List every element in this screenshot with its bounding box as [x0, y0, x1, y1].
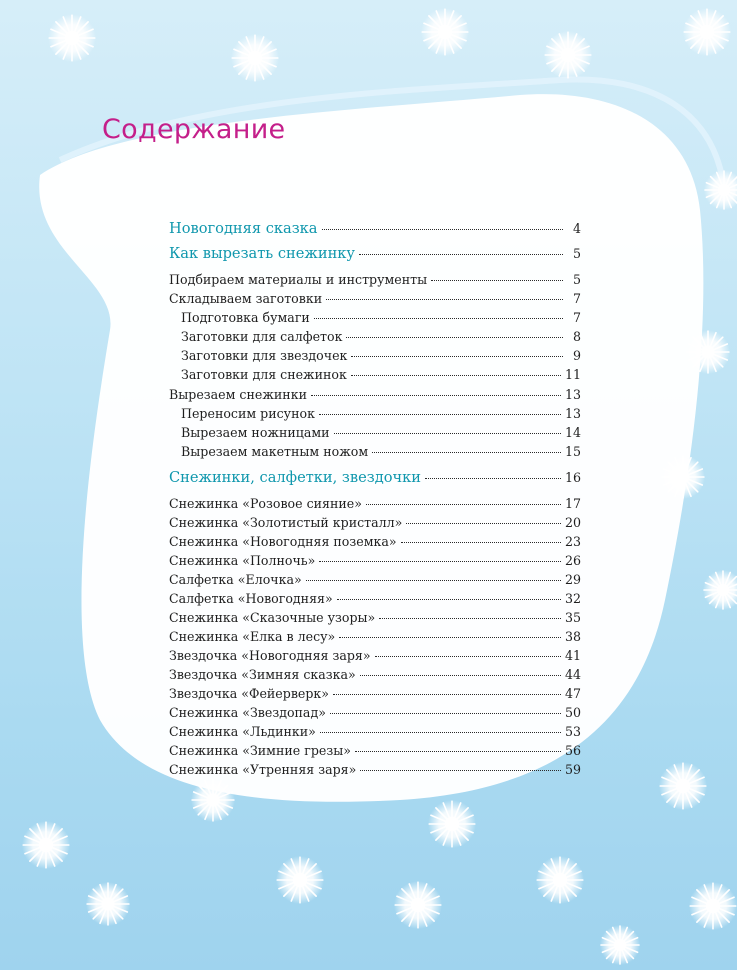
- toc-page-number: 20: [564, 515, 581, 530]
- snowflake-icon: [428, 800, 476, 848]
- snowflake-icon: [276, 856, 324, 904]
- toc-page-number: 59: [564, 762, 581, 777]
- toc-section[interactable]: [169, 245, 581, 263]
- toc-entry[interactable]: [181, 367, 581, 383]
- toc-leader-dots: [431, 280, 563, 281]
- toc-leader-dots: [346, 337, 563, 338]
- toc-page-number: 56: [564, 743, 581, 758]
- toc-entry[interactable]: [181, 348, 581, 364]
- toc-entry-label: Снежинка «Полночь»: [169, 553, 316, 568]
- page-title: Содержание: [102, 114, 286, 145]
- toc-entry-label: Переносим рисунок: [181, 406, 315, 421]
- toc-entry-label: Заготовки для салфеток: [181, 329, 343, 344]
- toc-leader-dots: [351, 375, 561, 376]
- toc-leader-dots: [311, 395, 561, 396]
- toc-entry[interactable]: [169, 686, 581, 702]
- toc-leader-dots: [351, 356, 563, 357]
- toc-leader-dots: [320, 732, 561, 733]
- toc-entry[interactable]: [169, 534, 581, 550]
- toc-entry-label: Снежинка «Розовое сияние»: [169, 496, 362, 511]
- toc-leader-dots: [319, 414, 561, 415]
- toc-page-number: 38: [564, 629, 581, 644]
- snowflake-icon: [704, 170, 737, 210]
- toc-page-number: 14: [564, 425, 581, 440]
- toc-page-number: 16: [564, 470, 581, 485]
- toc-entry-label: Вырезаем снежинки: [169, 387, 307, 402]
- toc-page-number: 8: [572, 329, 581, 344]
- toc-entry-label: Снежинка «Новогодняя поземка»: [169, 534, 397, 549]
- toc-leader-dots: [355, 751, 561, 752]
- toc-leader-dots: [333, 694, 561, 695]
- toc-entry-label: Вырезаем макетным ножом: [181, 444, 369, 459]
- toc-page-number: 29: [564, 572, 581, 587]
- toc-leader-dots: [306, 580, 561, 581]
- toc-leader-dots: [379, 618, 561, 619]
- snowflake-icon: [48, 14, 96, 62]
- toc-page-number: 44: [564, 667, 581, 682]
- snowflake-icon: [659, 762, 707, 810]
- toc-entry-label: Звездочка «Фейерверк»: [169, 686, 330, 701]
- toc-page-number: 4: [572, 221, 581, 236]
- toc-page-number: 50: [564, 705, 581, 720]
- toc-page-number: 26: [564, 553, 581, 568]
- snowflake-icon: [689, 882, 737, 930]
- toc-leader-dots: [322, 229, 564, 230]
- toc-entry-label: Снежинки, салфетки, звездочки: [169, 469, 421, 486]
- toc-page-number: 5: [572, 246, 581, 261]
- toc-leader-dots: [360, 675, 561, 676]
- toc-entry-label: Складываем заготовки: [169, 291, 323, 306]
- toc-entry[interactable]: [169, 762, 581, 778]
- toc-entry-label: Снежинка «Утренняя заря»: [169, 762, 357, 777]
- toc-entry[interactable]: [169, 667, 581, 683]
- snowflake-icon: [394, 881, 442, 929]
- toc-leader-dots: [406, 523, 561, 524]
- toc-entry-label: Снежинка «Зимние грезы»: [169, 743, 351, 758]
- toc-page-number: 47: [564, 686, 581, 701]
- snowflake-icon: [191, 778, 235, 822]
- toc-entry-label: Заготовки для снежинок: [181, 367, 347, 382]
- toc-leader-dots: [330, 713, 561, 714]
- toc-entry[interactable]: [169, 553, 581, 569]
- toc-leader-dots: [314, 318, 563, 319]
- toc-entry[interactable]: [181, 406, 581, 422]
- toc-entry[interactable]: [169, 648, 581, 664]
- toc-page-number: 17: [564, 496, 581, 511]
- toc-leader-dots: [372, 452, 561, 453]
- toc-entry[interactable]: [169, 496, 581, 512]
- toc-leader-dots: [375, 656, 561, 657]
- toc-page-number: 13: [564, 406, 581, 421]
- toc-entry-label: Новогодняя сказка: [169, 220, 318, 237]
- toc-entry[interactable]: [169, 387, 581, 403]
- toc-page-number: 41: [564, 648, 581, 663]
- toc-page-number: 32: [564, 591, 581, 606]
- toc-page-number: 23: [564, 534, 581, 549]
- toc-page-number: 53: [564, 724, 581, 739]
- toc-leader-dots: [326, 299, 563, 300]
- toc-entry[interactable]: [169, 515, 581, 531]
- toc-entry[interactable]: [169, 705, 581, 721]
- toc-page-number: 15: [564, 444, 581, 459]
- snowflake-icon: [686, 330, 730, 374]
- toc-entry[interactable]: [181, 329, 581, 345]
- toc-entry[interactable]: [169, 272, 581, 288]
- toc-entry[interactable]: [169, 724, 581, 740]
- toc-entry[interactable]: [181, 310, 581, 326]
- toc-leader-dots: [337, 599, 561, 600]
- toc-entry[interactable]: [169, 572, 581, 588]
- toc-page-number: 35: [564, 610, 581, 625]
- snowflake-icon: [421, 8, 469, 56]
- toc-leader-dots: [366, 504, 561, 505]
- toc-page-number: 11: [564, 367, 581, 382]
- toc-page-number: 5: [572, 272, 581, 287]
- toc-entry-label: Снежинка «Золотистый кристалл»: [169, 515, 403, 530]
- toc-entry-label: Снежинка «Льдинки»: [169, 724, 316, 739]
- snowflake-icon: [536, 856, 584, 904]
- toc-entry-label: Заготовки для звездочек: [181, 348, 348, 363]
- snowflake-icon: [703, 570, 737, 610]
- snowflake-icon: [544, 31, 592, 79]
- toc-entry-label: Звездочка «Зимняя сказка»: [169, 667, 356, 682]
- snowflake-icon: [683, 8, 731, 56]
- toc-entry-label: Снежинка «Сказочные узоры»: [169, 610, 376, 625]
- snowflake-icon: [231, 34, 279, 82]
- toc-section[interactable]: [169, 220, 581, 238]
- toc-leader-dots: [334, 433, 561, 434]
- toc-entry[interactable]: [169, 743, 581, 759]
- toc-leader-dots: [360, 770, 561, 771]
- toc-section[interactable]: [169, 469, 581, 487]
- toc-leader-dots: [319, 561, 561, 562]
- snowflake-icon: [22, 821, 70, 869]
- toc-leader-dots: [359, 254, 563, 255]
- toc-page-number: 7: [572, 310, 581, 325]
- toc-entry[interactable]: [169, 629, 581, 645]
- toc-leader-dots: [425, 478, 561, 479]
- toc-entry-label: Снежинка «Елка в лесу»: [169, 629, 336, 644]
- toc-entry-label: Как вырезать снежинку: [169, 245, 356, 262]
- toc-entry[interactable]: [169, 610, 581, 626]
- toc-leader-dots: [339, 637, 561, 638]
- toc-page-number: 9: [572, 348, 581, 363]
- toc-entry-label: Вырезаем ножницами: [181, 425, 330, 440]
- toc-entry-label: Подготовка бумаги: [181, 310, 310, 325]
- toc-entry[interactable]: [169, 591, 581, 607]
- toc-page-number: 13: [564, 387, 581, 402]
- toc-entry-label: Салфетка «Новогодняя»: [169, 591, 333, 606]
- toc-entry-label: Звездочка «Новогодняя заря»: [169, 648, 371, 663]
- snowflake-icon: [86, 882, 130, 926]
- toc-entry-label: Подбираем материалы и инструменты: [169, 272, 428, 287]
- toc-entry[interactable]: [181, 425, 581, 441]
- toc-leader-dots: [401, 542, 561, 543]
- toc-entry-label: Снежинка «Звездопад»: [169, 705, 326, 720]
- snowflake-icon: [661, 455, 705, 499]
- toc-entry[interactable]: [169, 291, 581, 307]
- snowflake-icon: [600, 925, 640, 965]
- toc-page-number: 7: [572, 291, 581, 306]
- toc-entry[interactable]: [181, 444, 581, 460]
- toc-entry-label: Салфетка «Елочка»: [169, 572, 302, 587]
